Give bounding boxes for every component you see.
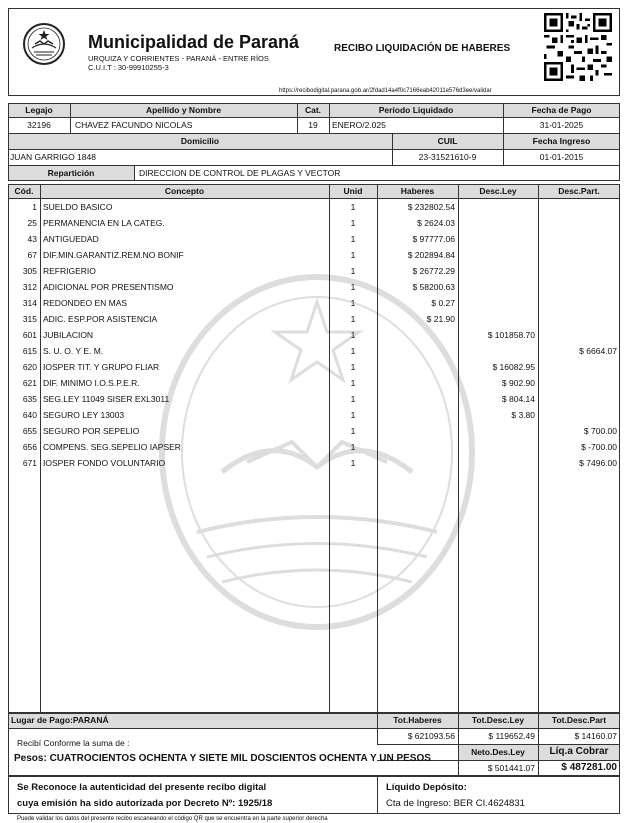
fecha-ingreso-value: 01-01-2015: [539, 152, 584, 162]
table-row: [8, 423, 620, 439]
concepto-cell: S. U. O. Y E. M.: [43, 346, 104, 356]
cod-cell: 314: [22, 298, 37, 308]
cod-cell: 615: [22, 346, 37, 356]
unid-cell: 1: [350, 442, 356, 452]
concepto-cell: PERMANENCIA EN LA CATEG.: [43, 218, 165, 228]
table-row: [8, 279, 620, 295]
table-row: [8, 263, 620, 279]
concepto-cell: IOSPER TIT. Y GRUPO FLIAR: [43, 362, 160, 372]
haberes-cell: $ 0.27: [431, 298, 455, 308]
table-row: [8, 359, 620, 375]
concepto-cell: ADICIONAL POR PRESENTISMO: [43, 282, 174, 292]
cod-cell: 620: [22, 362, 37, 372]
table-row: [8, 311, 620, 327]
items-rows: [8, 199, 620, 499]
concepto-header: Concepto: [164, 186, 205, 196]
table-row: [8, 327, 620, 343]
concepto-cell: ADIC. ESP.POR ASISTENCIA: [43, 314, 158, 324]
header-box: [8, 8, 620, 96]
cod-header: Cód.: [14, 186, 34, 196]
desc-part-cell: $ 7496.00: [579, 458, 617, 468]
cod-cell: 671: [22, 458, 37, 468]
cat-value: 19: [308, 120, 318, 130]
domicilio-header: Domicilio: [180, 136, 220, 146]
desc-ley-cell: $ 902.90: [501, 378, 535, 388]
cod-cell: 305: [22, 266, 37, 276]
nombre-value: CHAVEZ FACUNDO NICOLAS: [75, 120, 193, 130]
unid-cell: 1: [350, 218, 356, 228]
periodo-value: ENERO/2.025: [332, 120, 386, 130]
table-row: [8, 295, 620, 311]
concepto-cell: SUELDO BASICO: [43, 202, 113, 212]
concepto-cell: DIF. MINIMO I.O.S.P.E.R.: [43, 378, 140, 388]
nombre-header: Apellido y Nombre: [145, 105, 222, 115]
cod-cell: 43: [27, 234, 37, 244]
auth-line-2: cuya emisión ha sido autorizada por Decreto Nº: 1925/18: [17, 798, 273, 809]
legajo-value: 32196: [27, 120, 51, 130]
desc-part-cell: $ 700.00: [583, 426, 617, 436]
concepto-cell: SEGURO LEY 13003: [43, 410, 125, 420]
table-row: [8, 215, 620, 231]
cod-cell: 655: [22, 426, 37, 436]
haberes-header: Haberes: [400, 186, 435, 196]
cuil-header: CUIL: [437, 136, 458, 146]
haberes-cell: $ 26772.29: [412, 266, 455, 276]
cod-cell: 1: [32, 202, 37, 212]
municipality-address: URQUIZA Y CORRIENTES - PARANÁ - ENTRE RÍOS: [88, 54, 269, 63]
neto-value: $ 501441.07: [487, 763, 535, 773]
unid-cell: 1: [350, 282, 356, 292]
periodo-header: Período Liquidado: [378, 105, 454, 115]
lugar-pago: Lugar de Pago:PARANÁ: [11, 715, 109, 725]
desc-part-header: Desc.Part.: [558, 186, 600, 196]
fecha-pago-value: 31-01-2025: [539, 120, 584, 130]
concepto-cell: COMPENS. SEG.SEPELIO IAPSER: [43, 442, 181, 452]
unid-cell: 1: [350, 250, 356, 260]
concepto-cell: ANTIGUEDAD: [43, 234, 99, 244]
concepto-cell: REDONDEO EN MAS: [43, 298, 128, 308]
unid-cell: 1: [350, 234, 356, 244]
liq-value: $ 487281.00: [561, 762, 617, 773]
cod-cell: 25: [27, 218, 37, 228]
concepto-cell: SEGURO POR SEPELIO: [43, 426, 140, 436]
table-row: [8, 391, 620, 407]
unid-cell: 1: [350, 298, 356, 308]
desc-ley-cell: $ 101858.70: [487, 330, 535, 340]
unid-cell: 1: [350, 362, 356, 372]
cod-cell: 601: [22, 330, 37, 340]
cat-header: Cat.: [304, 105, 322, 115]
haberes-cell: $ 21.90: [426, 314, 455, 324]
desc-ley-cell: $ 16082.95: [492, 362, 535, 372]
liq-label: Líq.a Cobrar: [549, 746, 609, 757]
validation-url[interactable]: https://recibodigital.parana.gob.ar/2fdad14a4f0c7166eab42011e576d3ee/validar: [279, 88, 492, 94]
cod-cell: 621: [22, 378, 37, 388]
table-row: [8, 407, 620, 423]
deposito-label: Líquido Depósito:: [386, 782, 467, 793]
validation-note: Puede validar los datos del presente recibo escaneando el código QR que se encuentra en la parte superior derecha: [17, 816, 328, 822]
table-row: [8, 199, 620, 215]
cod-cell: 315: [22, 314, 37, 324]
municipality-name: Municipalidad de Paraná: [88, 32, 300, 52]
unid-cell: 1: [350, 266, 356, 276]
unid-cell: 1: [350, 330, 356, 340]
recibi-conforme: Recibí Conforme la suma de :: [17, 738, 130, 748]
haberes-cell: $ 202894.84: [407, 250, 455, 260]
cuil-value: 23-31521610-9: [418, 152, 477, 162]
unid-cell: 1: [350, 426, 356, 436]
haberes-cell: $ 232802.54: [407, 202, 455, 212]
table-row: [8, 439, 620, 455]
desc-part-cell: $ 6664.07: [579, 346, 617, 356]
table-row: [8, 455, 620, 471]
desc-ley-header: Desc.Ley: [479, 186, 517, 196]
table-row: [8, 247, 620, 263]
desc-ley-cell: $ 804.14: [501, 394, 535, 404]
cod-cell: 656: [22, 442, 37, 452]
fecha-pago-header: Fecha de Pago: [531, 105, 592, 115]
unid-header: Unid: [343, 186, 363, 196]
concepto-cell: REFRIGERIO: [43, 266, 96, 276]
unid-cell: 1: [350, 394, 356, 404]
cod-cell: 640: [22, 410, 37, 420]
cod-cell: 312: [22, 282, 37, 292]
tot-desc-part-label: Tot.Desc.Part: [551, 715, 607, 725]
tot-desc-part-value: $ 14160.07: [574, 731, 617, 741]
haberes-cell: $ 58200.63: [412, 282, 455, 292]
desc-part-cell: $ -700.00: [581, 442, 617, 452]
unid-cell: 1: [350, 346, 356, 356]
neto-label: Neto.Des.Ley: [471, 747, 525, 757]
legajo-header: Legajo: [25, 105, 53, 115]
document-title: RECIBO LIQUIDACIÓN DE HABERES: [334, 43, 511, 54]
reparticion-value: DIRECCION DE CONTROL DE PLAGAS Y VECTOR: [139, 168, 341, 178]
auth-line-1: Se Reconoce la autenticidad del presente recibo digital: [17, 782, 267, 793]
fecha-ingreso-header: Fecha Ingreso: [532, 136, 591, 146]
table-row: [8, 343, 620, 359]
concepto-cell: SEG.LEY 11049 SISER EXL3011: [43, 394, 170, 404]
domicilio-value: JUAN GARRIGO 1848: [10, 152, 96, 162]
unid-cell: 1: [350, 202, 356, 212]
tot-haberes-label: Tot.Haberes: [393, 715, 442, 725]
tot-haberes-value: $ 621093.56: [407, 731, 455, 741]
unid-cell: 1: [350, 410, 356, 420]
desc-ley-cell: $ 3.80: [511, 410, 535, 420]
table-row: [8, 375, 620, 391]
cod-cell: 635: [22, 394, 37, 404]
qr-code-icon[interactable]: [544, 13, 612, 81]
cod-cell: 67: [27, 250, 37, 260]
tot-desc-ley-label: Tot.Desc.Ley: [471, 715, 525, 725]
unid-cell: 1: [350, 378, 356, 388]
deposito-value: Cta de Ingreso: BER CI.4624831: [386, 798, 525, 809]
unid-cell: 1: [350, 458, 356, 468]
municipal-seal-icon: [22, 22, 66, 66]
haberes-cell: $ 2624.03: [417, 218, 455, 228]
reparticion-header: Repartición: [47, 168, 95, 178]
pesos-text: Pesos: CUATROCIENTOS OCHENTA Y SIETE MIL DOSCIENTOS OCHENTA Y UN PESOS: [14, 753, 431, 764]
concepto-cell: JUBILACION: [43, 330, 94, 340]
municipality-cuit: C.U.I.T : 30-99910255-3: [88, 63, 169, 72]
haberes-cell: $ 97777.06: [412, 234, 455, 244]
tot-desc-ley-value: $ 119652.49: [488, 731, 535, 741]
unid-cell: 1: [350, 314, 356, 324]
table-row: [8, 231, 620, 247]
concepto-cell: DIF.MIN.GARANTIZ.REM.NO BONIF: [43, 250, 184, 260]
concepto-cell: IOSPER FONDO VOLUNTARIO: [43, 458, 166, 468]
